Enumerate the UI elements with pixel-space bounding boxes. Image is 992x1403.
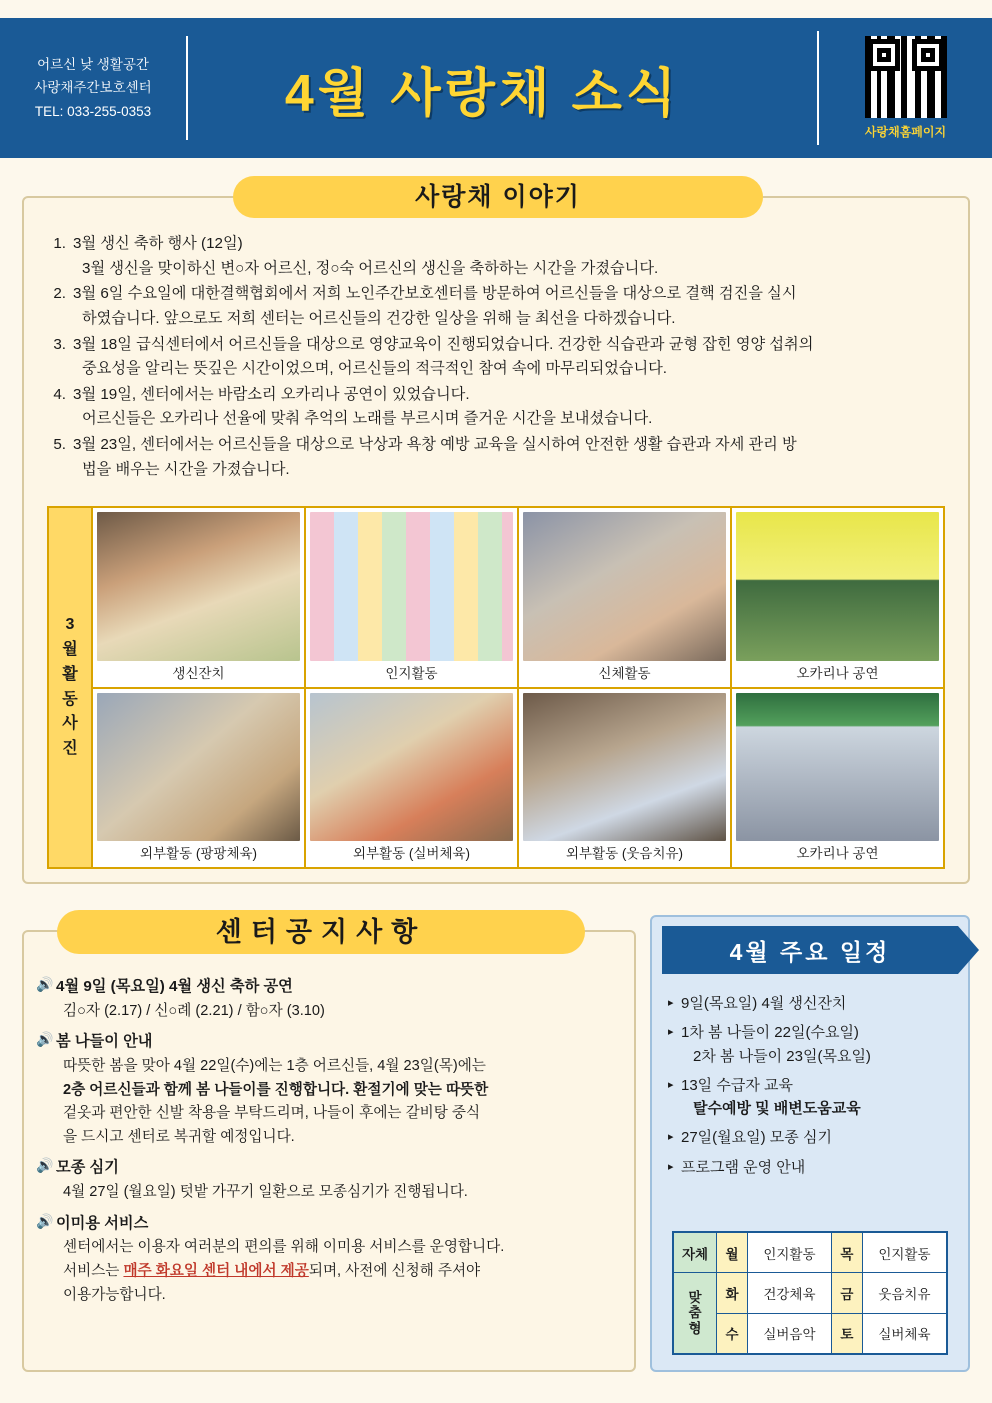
photo-row (93, 508, 943, 689)
photo-caption: 외부활동 (팡팡체육) (97, 841, 300, 867)
photo-caption: 오카리나 공연 (736, 841, 939, 867)
program-day: 월 (717, 1232, 748, 1273)
program-type-label: 자체 (673, 1232, 717, 1273)
photo-cell (519, 689, 732, 868)
story-line: 하였습니다. 앞으로도 저희 센터는 어르신들의 건강한 일상을 위해 늘 최선을 다하겠습니다. (82, 309, 676, 327)
photo-caption: 외부활동 (실버체육) (310, 841, 513, 867)
story-line: 중요성을 알리는 뜻깊은 시간이었으며, 어르신들의 적극적인 참여 속에 마무리되었습니다. (82, 360, 668, 378)
program-name: 웃음치유 (862, 1273, 947, 1313)
notice-head-text: 4월 9일 (목요일) 4월 생신 축하 공연 (56, 978, 293, 995)
qr-code-icon[interactable] (865, 36, 947, 118)
story-item-number: 2. (53, 285, 66, 303)
notice-line: 따뜻한 봄을 맞아 4월 22일(수)에는 1층 어르신들, 4월 23일(목)에는 (63, 1057, 486, 1074)
program-day: 수 (717, 1313, 748, 1354)
schedule-item-text (681, 1156, 958, 1179)
schedule-line: 13일 수급자 교육 (681, 1076, 793, 1094)
notice-title: 센터공지사항 (57, 910, 585, 954)
page-header (0, 18, 992, 158)
triangle-bullet-icon: ▸ (668, 997, 674, 1009)
story-line: 어르신들은 오카리나 선율에 맞춰 추억의 노래를 부르시며 즐거운 시간을 보내셨습니다. (82, 410, 653, 428)
schedule-line: 2차 봄 나들이 23일(목요일) (693, 1047, 871, 1065)
schedule-item (668, 1074, 958, 1121)
story-item-text (73, 232, 955, 281)
schedule-item (668, 992, 958, 1015)
photo-cell (306, 508, 519, 687)
qr-label: 사랑채홈페이지 (864, 125, 947, 139)
notice-head-text: 모종 심기 (56, 1159, 119, 1177)
table-row (673, 1273, 947, 1313)
story-item-number: 3. (53, 335, 66, 353)
photo-caption: 생신잔치 (97, 661, 300, 687)
program-table (672, 1231, 948, 1355)
photo-table-side-label: 3 월 활 동 사 진 (49, 508, 93, 867)
photo-image (523, 512, 726, 661)
notice-item-body (36, 1055, 628, 1150)
program-day: 금 (831, 1273, 862, 1313)
photo-image (97, 512, 300, 661)
photo-cell (93, 508, 306, 687)
story-line: 3월 19일, 센터에서는 바람소리 오카리나 공연이 있었습니다. (73, 385, 470, 403)
schedule-item (668, 1126, 958, 1149)
notice-line-highlighted: 서비스는 매주 화요일 센터 내에서 제공되며, 사전에 신청해 주셔야 (63, 1262, 481, 1279)
notice-item (36, 1212, 628, 1308)
photo-image (736, 512, 939, 661)
notice-line: 4월 27일 (월요일) 텃밭 가꾸기 일환으로 모종심기가 진행됩니다. (63, 1184, 468, 1201)
notice-item (36, 1030, 628, 1149)
photo-caption: 외부활동 (웃음치유) (523, 841, 726, 867)
notice-line: 을 드시고 센터로 복귀할 예정입니다. (63, 1128, 295, 1145)
story-title: 사랑채 이야기 (233, 176, 763, 218)
notice-head-text: 봄 나들이 안내 (56, 1033, 153, 1051)
speaker-icon: 🔊 (36, 976, 54, 992)
org-tel: TEL: 033-255-0353 (34, 103, 152, 119)
story-line: 3월 18일 급식센터에서 어르신들을 대상으로 영양교육이 진행되었습니다. 건강한 식습관과 균형 잡힌 영양 섭취의 (73, 335, 814, 353)
speaker-icon: 🔊 (36, 1031, 54, 1048)
speaker-icon: 🔊 (36, 1212, 54, 1229)
story-item (40, 232, 955, 281)
notice-item (36, 975, 628, 1023)
schedule-item (668, 1021, 958, 1068)
program-name: 인지활동 (748, 1232, 832, 1273)
notice-item-body (36, 1236, 628, 1307)
notice-item-body (36, 1181, 628, 1205)
triangle-bullet-icon: ▸ (668, 1131, 674, 1144)
photo-image (310, 693, 513, 842)
activity-photo-table (47, 506, 945, 869)
triangle-bullet-icon: ▸ (668, 1078, 674, 1091)
story-item-text (73, 433, 955, 482)
program-name: 실버음악 (748, 1313, 832, 1354)
program-day: 토 (831, 1313, 862, 1354)
qr-block (817, 31, 992, 145)
notice-item-head (36, 1212, 628, 1237)
notice-item-head (36, 1030, 628, 1055)
program-day: 화 (717, 1273, 748, 1313)
story-item (40, 433, 955, 482)
schedule-item-text (681, 992, 958, 1015)
notice-item-head (36, 1156, 628, 1181)
org-line-2: 사랑채주간보호센터 (34, 80, 152, 96)
program-name: 실버체육 (862, 1313, 947, 1354)
org-line-1: 어르신 낮 생활공간 (37, 56, 149, 72)
schedule-line: 9일(목요일) 4월 생신잔치 (681, 995, 847, 1012)
story-item-number: 5. (53, 436, 66, 453)
photo-cell (732, 689, 943, 868)
photo-row (93, 689, 943, 868)
schedule-line: 1차 봄 나들이 22일(수요일) (681, 1024, 859, 1042)
photo-image (523, 693, 726, 842)
schedule-line: 탈수예방 및 배변도움교육 (693, 1100, 861, 1117)
notice-line: 겉옷과 편안한 신발 착용을 부탁드리며, 나들이 후에는 갈비탕 중식 (63, 1105, 481, 1122)
notice-line: 센터에서는 이용자 여러분의 편의를 위해 이미용 서비스를 운영합니다. (63, 1239, 505, 1256)
photo-cell (519, 508, 732, 687)
story-item-number: 4. (53, 385, 66, 403)
schedule-item-text (681, 1126, 958, 1149)
program-day: 목 (831, 1232, 862, 1273)
story-item-number: 1. (53, 235, 66, 252)
story-line: 3월 생신을 맞이하신 변○자 어르신, 정○숙 어르신의 생신을 축하하는 시간을 가졌습니다. (82, 259, 659, 277)
notice-line: 김○자 (2.17) / 신○례 (2.21) / 함○자 (3.10) (63, 1002, 325, 1019)
story-list (40, 232, 955, 483)
story-line: 3월 23일, 센터에서는 어르신들을 대상으로 낙상과 욕창 예방 교육을 실시하여 안전한 생활 습관과 자세 관리 방 (73, 436, 797, 453)
schedule-item-text (681, 1021, 958, 1068)
notice-line: 2층 어르신들과 함께 봄 나들이를 진행합니다. 환절기에 맞는 따뜻한 (63, 1081, 489, 1098)
photo-image (97, 693, 300, 842)
photo-cell (306, 689, 519, 868)
photo-grid (93, 508, 943, 867)
notice-list (36, 975, 628, 1314)
program-name: 인지활동 (862, 1232, 947, 1273)
notice-item (36, 1156, 628, 1204)
story-line: 3월 6일 수요일에 대한결핵협회에서 저희 노인주간보호센터를 방문하여 어르신들을 대상으로 결핵 검진을 실시 (73, 285, 797, 303)
story-line: 3월 생신 축하 행사 (12일) (73, 235, 243, 252)
schedule-line: 27일(월요일) 모종 심기 (681, 1129, 832, 1147)
story-line: 법을 배우는 시간을 가졌습니다. (82, 460, 290, 478)
photo-caption: 신체활동 (523, 661, 726, 687)
notice-line: 이용가능합니다. (63, 1286, 166, 1303)
photo-image (736, 693, 939, 842)
triangle-bullet-icon: ▸ (668, 1026, 674, 1039)
program-type-label: 맞 춤 형 (673, 1273, 717, 1354)
schedule-list (668, 992, 958, 1185)
schedule-item (668, 1156, 958, 1179)
notice-item-body (36, 1000, 628, 1024)
story-item (40, 383, 955, 432)
triangle-bullet-icon: ▸ (668, 1160, 674, 1173)
photo-cell (732, 508, 943, 687)
org-info (0, 36, 188, 140)
program-name: 건강체육 (748, 1273, 832, 1313)
story-item-text (73, 333, 955, 382)
schedule-title: 4월 주요 일정 (662, 926, 958, 974)
page-title: 4월 사랑채 소식 (284, 64, 681, 123)
story-item-text (73, 383, 955, 432)
photo-cell (93, 689, 306, 868)
story-item (40, 282, 955, 331)
photo-caption: 인지활동 (310, 661, 513, 687)
story-item-text (73, 282, 955, 331)
schedule-item-text (681, 1074, 958, 1121)
story-item (40, 333, 955, 382)
notice-head-text: 이미용 서비스 (56, 1214, 149, 1232)
notice-item-head (36, 975, 628, 1000)
photo-caption: 오카리나 공연 (736, 661, 939, 687)
table-row (673, 1232, 947, 1273)
schedule-line: 프로그램 운영 안내 (681, 1158, 806, 1176)
speaker-icon: 🔊 (36, 1157, 54, 1174)
photo-image (310, 512, 513, 661)
notice-highlight: 매주 화요일 센터 내에서 제공 (123, 1262, 309, 1279)
